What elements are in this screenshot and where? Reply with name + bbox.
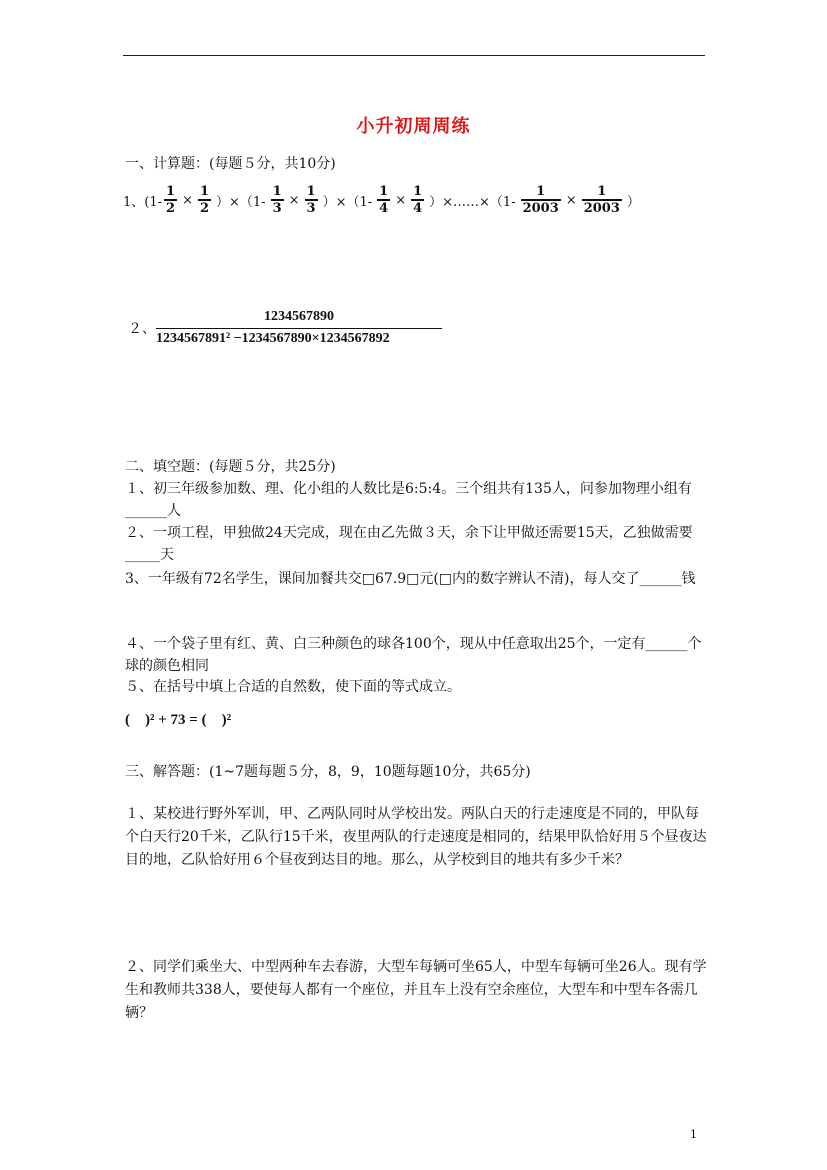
equation: ( )² + 73 = ( )² xyxy=(125,712,232,728)
document-title: 小升初周周练 xyxy=(356,116,471,137)
section2-heading: 二、填空题：(每题５分，共25分) xyxy=(125,459,336,475)
formula-prefix: 1、(1- xyxy=(123,194,163,210)
fraction: $\frac{1}{2}$ xyxy=(166,184,176,216)
fraction: $\frac{1}{4}$ xyxy=(379,184,389,216)
fill-item-2: ２、一项工程，甲独做24天完成，现在由乙先做３天，余下让甲做还需要15天，乙独做需要_____天 xyxy=(125,525,693,563)
page-number: 1 xyxy=(690,1128,697,1141)
close-paren: ） xyxy=(626,194,640,210)
times-sign: × xyxy=(288,192,300,208)
fraction: $\frac{1}{2003}$ xyxy=(522,184,559,216)
fraction: $\frac{1}{2003}$ xyxy=(583,184,620,216)
question-2-label: ２、 xyxy=(128,321,156,337)
fill-item-5: ５、在括号中填上合适的自然数，使下面的等式成立。 xyxy=(125,679,461,695)
big-fraction-denominator: 1234567891² −1234567890×1234567892 xyxy=(156,331,390,346)
fill-item-4: ４、一个袋子里有红、黄、白三种颜色的球各100个，现从中任意取出25个，一定有______个球的颜色相同 xyxy=(125,636,702,674)
ellipsis-segment: ）×……×（1- xyxy=(429,194,516,210)
operator-segment: ）×（1- xyxy=(322,194,373,210)
fill-item-3: 3、一年级有72名学生，课间加餐共交□67.9□元(□内的数字辨认不清)，每人交了______钱 xyxy=(125,571,696,587)
operator-segment: ）×（1- xyxy=(216,194,266,210)
formula-q1 xyxy=(123,180,643,220)
times-sign: × xyxy=(395,192,407,208)
big-fraction-numerator: 1234567890 xyxy=(264,309,334,324)
section1-heading: 一、计算题：(每题５分，共10分) xyxy=(125,156,336,172)
times-sign: × xyxy=(182,192,193,208)
fraction: $\frac{1}{4}$ xyxy=(413,184,423,216)
times-sign: × xyxy=(565,192,577,208)
fill-item-1: １、初三年级参加数、理、化小组的人数比是6:5:4。三个组共有135人，问参加物理小组有______人 xyxy=(125,481,692,519)
answer-item-2: ２、同学们乘坐大、中型两种车去春游，大型车每辆可坐65人，中型车每辆可坐26人。现有学生和教师共338人，要使每人都有一个座位，并且车上没有空余座位，大型车和中型车各需几辆？ xyxy=(125,959,707,1021)
fraction: $\frac{1}{2}$ xyxy=(199,184,210,216)
section3-heading: 三、解答题：(1~7题每题５分，8，9，10题每题10分，共65分) xyxy=(125,764,531,780)
answer-item-1: １、某校进行野外军训，甲、乙两队同时从学校出发。两队白天的行走速度是不同的，甲队每个白天行20千米，乙队行15千米，夜里两队的行走速度是相同的，结果甲队恰好用５个昼夜达目的地，乙队恰好用６个昼夜到达目的地。那么，从学校到目的地共有多少千米？ xyxy=(125,806,707,868)
fraction: $\frac{1}{3}$ xyxy=(272,184,282,216)
header-rule xyxy=(123,55,705,56)
big-fraction xyxy=(156,308,442,349)
fraction: $\frac{1}{3}$ xyxy=(306,184,316,216)
